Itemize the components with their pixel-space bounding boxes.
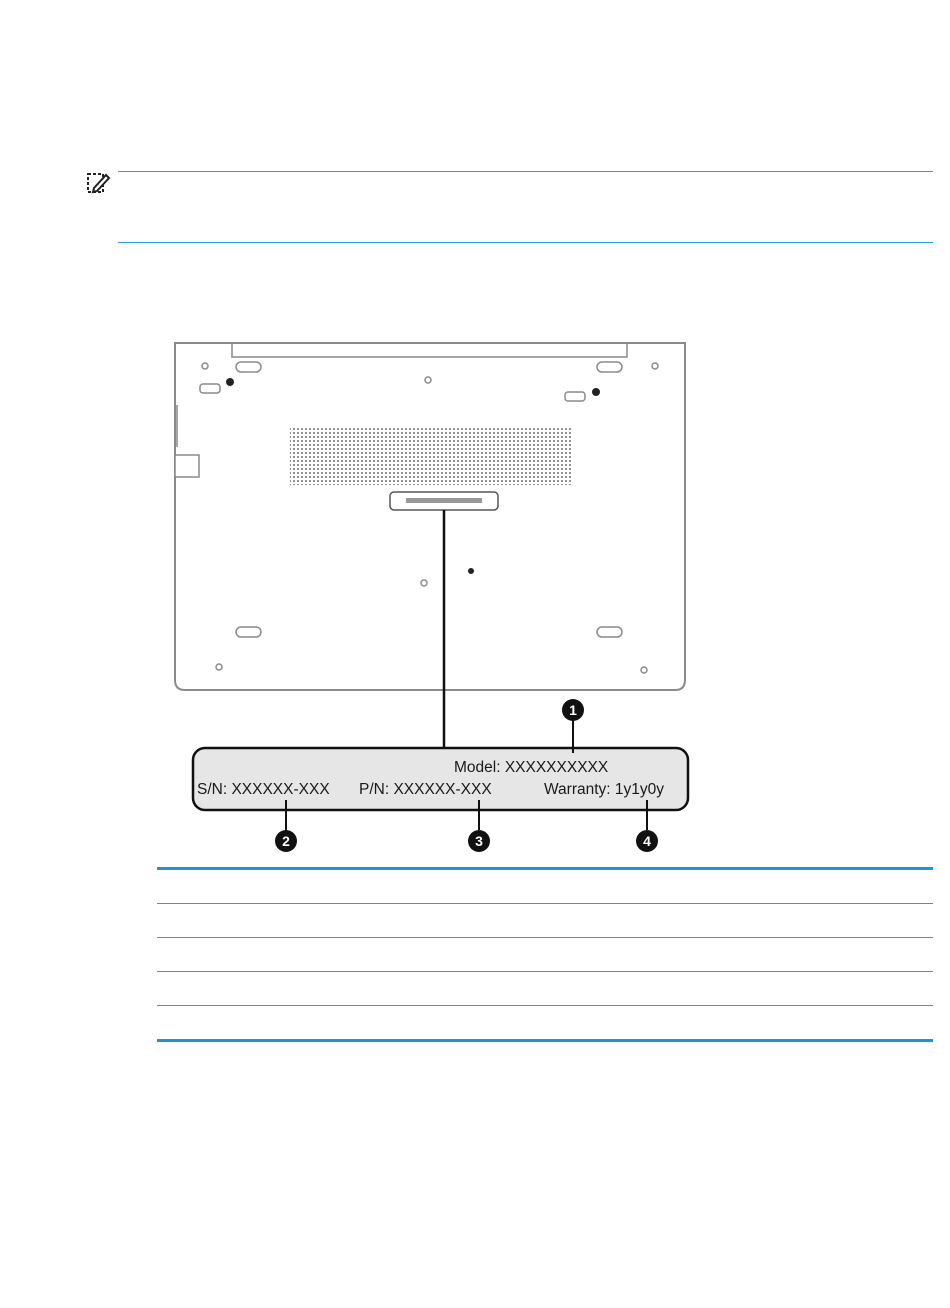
label-product-text: P/N: XXXXXX-XXX [359,781,492,798]
callout-4 [636,830,658,852]
table-row-rule [157,903,933,904]
service-label-enlarged [193,748,688,810]
svg-text:3: 3 [475,833,483,849]
table-top-rule [157,867,933,870]
label-warranty-text: Warranty: 1y1y0y [544,781,665,798]
table-row-rule [157,937,933,938]
callout-3 [468,830,490,852]
svg-text:1: 1 [569,702,577,718]
label-model-text: Model: XXXXXXXXXX [454,759,609,776]
svg-text:2: 2 [282,833,290,849]
table-row-rule [157,1005,933,1006]
computer-bottom-illustration [175,343,685,690]
service-label-figure [160,335,705,860]
callout-2 [275,830,297,852]
important-note-icon [86,171,112,195]
table-bottom-rule [157,1039,933,1042]
note-top-rule [118,171,933,172]
label-serial-text: S/N: XXXXXX-XXX [197,781,330,798]
svg-text:4: 4 [643,833,651,849]
note-bottom-rule [118,242,933,243]
table-row-rule [157,971,933,972]
callout-1 [562,699,584,721]
